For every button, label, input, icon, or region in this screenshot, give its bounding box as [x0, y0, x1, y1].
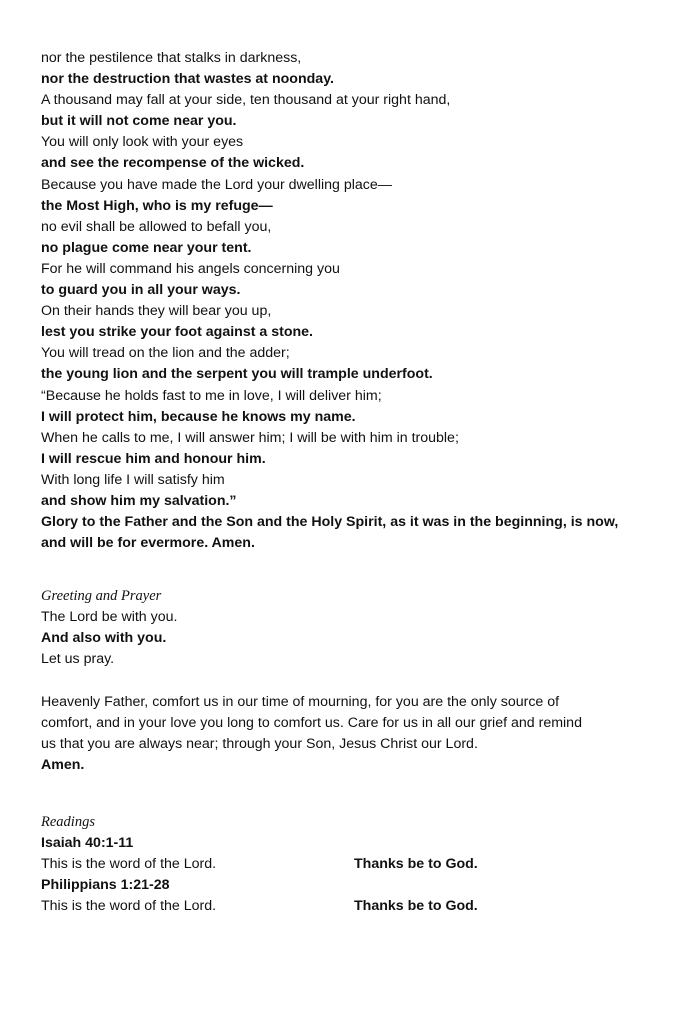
psalm-response-line: nor the destruction that wastes at noonday. — [41, 71, 334, 88]
psalm-line: When he calls to me, I will answer him; I will be with him in trouble; — [41, 429, 459, 446]
greeting-section — [41, 586, 661, 776]
psalm-line: With long life I will satisfy him — [41, 471, 225, 488]
psalm-response-line: I will rescue him and honour him. — [41, 450, 266, 467]
psalm-response-line: and see the recompense of the wicked. — [41, 155, 305, 172]
reading-response-row — [41, 854, 661, 875]
greeting-response: And also with you. — [41, 630, 167, 647]
psalm-line: A thousand may fall at your side, ten thousand at your right hand, — [41, 92, 451, 109]
psalm-line: Because you have made the Lord your dwelling place— — [41, 176, 392, 193]
psalm-response-line: but it will not come near you. — [41, 113, 237, 130]
psalm-response-line: lest you strike your foot against a stone. — [41, 324, 313, 341]
psalm-line: You will only look with your eyes — [41, 134, 244, 151]
section-spacer — [41, 776, 661, 812]
prayer-line: us that you are always near; through your Son, Jesus Christ our Lord. — [41, 735, 478, 752]
greeting-invitation: Let us pray. — [41, 651, 115, 668]
psalm-response-line: no plague come near your tent. — [41, 239, 252, 256]
reading-response: Thanks be to God. — [354, 898, 478, 915]
reading-statement: This is the word of the Lord. — [41, 856, 217, 872]
gloria-line: and will be for evermore. Amen. — [41, 535, 255, 552]
readings-section — [41, 812, 661, 917]
psalm-response-line: the Most High, who is my refuge— — [41, 197, 273, 214]
psalm-response-line: to guard you in all your ways. — [41, 282, 241, 299]
paragraph-spacer — [41, 671, 661, 692]
psalm-line: “Because he holds fast to me in love, I will deliver him; — [41, 387, 382, 404]
psalm-response-line: and show him my salvation.” — [41, 492, 237, 509]
readings-heading: Readings — [41, 813, 95, 830]
gloria-line: Glory to the Father and the Son and the Holy Spirit, as it was in the beginning, is now, — [41, 514, 619, 531]
section-spacer — [41, 554, 661, 586]
psalm-response-line: the young lion and the serpent you will trample underfoot. — [41, 366, 433, 383]
reading-reference: Philippians 1:21-28 — [41, 877, 170, 894]
reading-reference: Isaiah 40:1-11 — [41, 834, 134, 851]
psalm-line: For he will command his angels concerning you — [41, 260, 340, 277]
document-page — [41, 48, 661, 917]
psalm-response-line: I will protect him, because he knows my name. — [41, 408, 356, 425]
greeting-heading: Greeting and Prayer — [41, 588, 162, 605]
prayer-line: Heavenly Father, comfort us in our time of mourning, for you are the only source of — [41, 693, 560, 710]
greeting-leader: The Lord be with you. — [41, 609, 178, 626]
psalm-line: nor the pestilence that stalks in darkness, — [41, 50, 302, 66]
psalm-line: You will tread on the lion and the adder; — [41, 345, 290, 362]
psalm-line: On their hands they will bear you up, — [41, 303, 272, 320]
psalm-line: no evil shall be allowed to befall you, — [41, 218, 272, 235]
prayer-amen: Amen. — [41, 756, 85, 773]
reading-statement: This is the word of the Lord. — [41, 898, 217, 915]
prayer-line: comfort, and in your love you long to comfort us. Care for us in all our grief and remind — [41, 714, 582, 731]
reading-response: Thanks be to God. — [354, 856, 478, 872]
psalm-section — [41, 48, 661, 554]
reading-response-row — [41, 896, 661, 917]
